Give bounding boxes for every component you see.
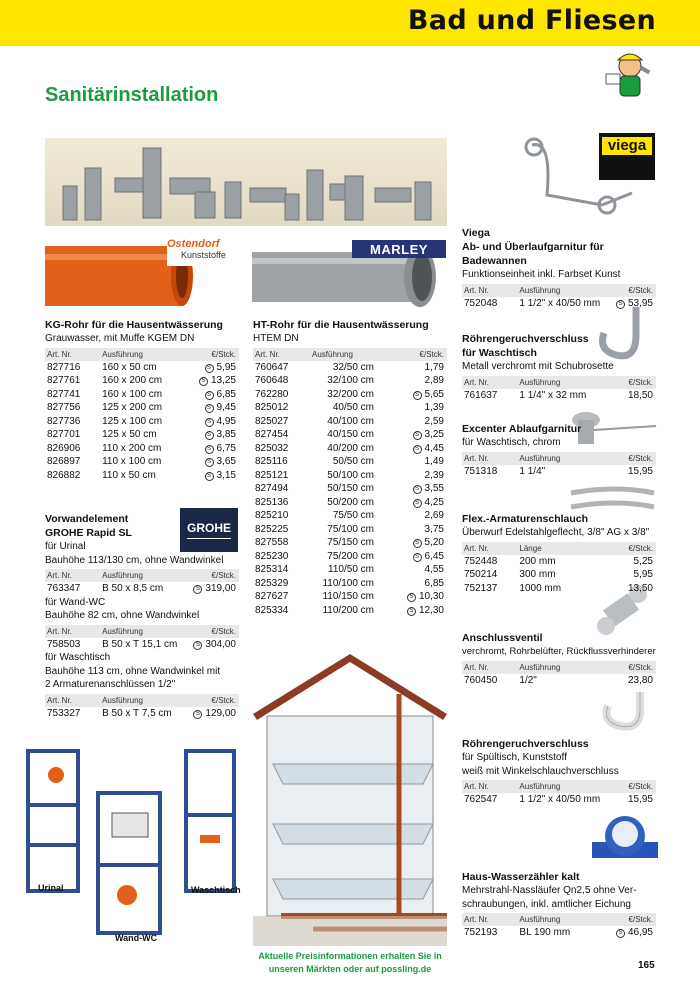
service-icon: S <box>205 431 214 440</box>
table-row: 825121 50/100 cm 2,39 <box>255 469 444 481</box>
table-row: 760450 1/2" 23,80 <box>464 674 653 686</box>
service-icon: S <box>616 929 625 938</box>
grohe-sub-1: für Urinal <box>45 541 86 552</box>
table-row: 825230 75/200 cm S 6,45 <box>255 550 444 562</box>
water-meter-image <box>590 808 660 872</box>
roehren2-table-header: Art. Nr. Ausführung €/Stck. <box>462 780 656 793</box>
ht-rohr-subtitle: HTEM DN <box>253 333 299 344</box>
table-row: 825116 50/50 cm 1,49 <box>255 456 444 467</box>
service-icon: S <box>616 300 625 309</box>
flex-hose-image <box>566 485 660 515</box>
service-icon: S <box>205 418 214 427</box>
zaehler-sub-1: Mehrstrahl-Nassläufer Qn2,5 ohne Ver- <box>462 885 637 896</box>
service-icon: S <box>413 445 422 454</box>
anschlussventil-block <box>462 631 656 687</box>
kg-rohr-table-header: Art. Nr. Ausführung €/Stck. <box>45 348 239 361</box>
grohe-logo-text: GROHE <box>187 521 231 539</box>
table-row: 827454 40/150 cm S 3,25 <box>255 429 444 440</box>
grohe-sub-3: für Wand-WC <box>45 596 106 608</box>
excenter-block <box>462 422 656 478</box>
viega-subtitle: Funktionseinheit inkl. Farbset Kunst <box>462 269 621 280</box>
grohe-rapid-block <box>45 512 239 720</box>
grohe-frames-image <box>22 745 244 945</box>
table-row: 761637 1 1/4" x 32 mm 18,50 <box>464 389 653 401</box>
table-row: 763347 B 50 x 8,5 cm S 319,00 <box>47 583 236 594</box>
table-row: 825329 110/100 cm 6,85 <box>255 577 444 589</box>
table-row: 762547 1 1/2" x 40/50 mm 15,95 <box>464 794 653 805</box>
wasserzaehler-block <box>462 870 656 940</box>
marley-logo: MARLEY <box>352 240 446 258</box>
service-icon: S <box>193 641 202 650</box>
ht-rohr-table-body <box>253 361 447 618</box>
table-row: 752137 1000 mm 13,50 <box>464 582 653 594</box>
table-row: 827701 125 x 50 cm S 3,85 <box>47 429 236 440</box>
table-row: 825334 110/200 cm S 12,30 <box>255 604 444 616</box>
flex-subtitle: Überwurf Edelstahlgeflecht, 3/8" AG x 3/8" <box>462 527 650 538</box>
grohe-sub-5: für Waschtisch <box>45 652 111 663</box>
roehren-waschtisch-block <box>462 332 656 402</box>
excenter-title: Excenter Ablaufgarnitur <box>462 423 582 435</box>
ht-rohr-table-header: Art. Nr. Ausführung €/Stck. <box>253 348 447 361</box>
viega-logo-text: viega <box>602 137 652 155</box>
kg-rohr-table-body <box>45 361 239 483</box>
grohe-table-header-3: Art. Nr. Ausführung €/Stck. <box>45 694 239 707</box>
service-icon: S <box>407 607 416 616</box>
table-row: 825136 50/200 cm S 4,25 <box>255 496 444 508</box>
roehren1-table-header: Art. Nr. Ausführung €/Stck. <box>462 376 656 389</box>
table-row: 827494 50/150 cm S 3,55 <box>255 483 444 494</box>
kg-rohr-subtitle: Grauwasser, mit Muffe KGEM DN <box>45 333 195 344</box>
table-row: 750214 300 mm 5,95 <box>464 569 653 580</box>
table-row: 827761 160 x 200 cm S 13,25 <box>47 375 236 386</box>
table-row: 825012 40/50 cm 1,39 <box>255 402 444 413</box>
ostendorf-logo-sub: Kunststoffe <box>181 250 226 260</box>
service-icon: S <box>413 431 422 440</box>
table-row: 760648 32/100 cm 2,89 <box>255 375 444 386</box>
flex-table-body <box>462 555 656 596</box>
service-icon: S <box>205 391 214 400</box>
roehren-spueltisch-block <box>462 737 656 807</box>
zaehler-title: Haus-Wasserzähler kalt <box>462 871 580 883</box>
table-row: 827756 125 x 200 cm S 9,45 <box>47 402 236 413</box>
table-row: 827716 160 x 50 cm S 5,95 <box>47 361 236 373</box>
excenter-table-header: Art. Nr. Ausführung €/Stck. <box>462 452 656 465</box>
service-icon: S <box>413 553 422 562</box>
table-row: 758503 B 50 x T 15,1 cm S 304,00 <box>47 638 236 650</box>
service-icon: S <box>199 377 208 386</box>
zaehler-table-header: Art. Nr. Ausführung €/Stck. <box>462 913 656 926</box>
ht-rohr-title: HT-Rohr für die Hausentwässerung <box>253 319 429 331</box>
service-icon: S <box>205 458 214 467</box>
service-icon: S <box>205 404 214 413</box>
pipe-fittings-image <box>45 138 447 226</box>
flex-table-header: Art. Nr. Länge €/Stck. <box>462 542 656 555</box>
table-row: 825314 110/50 cm 4,55 <box>255 564 444 575</box>
table-row: 826897 110 x 100 cm S 3,65 <box>47 456 236 467</box>
caption-urinal: Urinal <box>38 883 64 893</box>
grohe-sub-2: Bauhöhe 113/130 cm, ohne Wandwinkel <box>45 554 224 566</box>
roehren2-title: Röhrengeruchverschluss <box>462 738 589 750</box>
page-title: Bad und Fliesen <box>407 5 656 36</box>
service-icon: S <box>413 391 422 400</box>
table-row: 753327 B 50 x T 7,5 cm S 129,00 <box>47 707 236 719</box>
footer-note <box>252 950 448 976</box>
zaehler-sub-2: schraubungen, inkl. amtlicher Eichung <box>462 898 631 910</box>
table-row: 760647 32/50 cm 1,79 <box>255 361 444 373</box>
page-number: 165 <box>638 960 655 971</box>
service-icon: S <box>205 445 214 454</box>
ostendorf-logo <box>167 238 249 266</box>
service-icon: S <box>413 485 422 494</box>
anschluss-table-header: Art. Nr. Ausführung €/Stck. <box>462 661 656 674</box>
viega-title: Ab- und Überlaufgarnitur für Badewannen <box>462 241 604 267</box>
table-row: 825225 75/100 cm 3,75 <box>255 523 444 535</box>
footer-note-line-1: Aktuelle Preisinformationen erhalten Sie in <box>258 951 442 961</box>
kg-rohr-block <box>45 318 239 482</box>
grohe-table-header-1: Art. Nr. Ausführung €/Stck. <box>45 569 239 582</box>
caption-wand-wc: Wand-WC <box>115 933 158 943</box>
roehren1-title-2: für Waschtisch <box>462 347 537 359</box>
kg-rohr-title: KG-Rohr für die Hausentwässerung <box>45 319 223 331</box>
service-icon: S <box>413 539 422 548</box>
table-row: 826882 110 x 50 cm S 3,15 <box>47 469 236 481</box>
viega-table-header: Art. Nr. Ausführung €/Stck. <box>462 284 656 297</box>
table-row: 827558 75/150 cm S 5,20 <box>255 537 444 548</box>
table-row: 827736 125 x 100 cm S 4,95 <box>47 415 236 427</box>
anschluss-title: Anschlussventil <box>462 632 543 644</box>
service-icon: S <box>193 710 202 719</box>
service-icon: S <box>205 364 214 373</box>
service-icon: S <box>413 499 422 508</box>
viega-brand: Viega <box>462 227 490 239</box>
service-icon: S <box>193 585 202 594</box>
table-row: 825210 75/50 cm 2,69 <box>255 510 444 521</box>
table-row: 762280 32/200 cm S 5,65 <box>255 388 444 400</box>
table-row: 751318 1 1/4" 15,95 <box>464 465 653 477</box>
table-row: 827627 110/150 cm S 10,30 <box>255 591 444 602</box>
flex-title: Flex.-Armaturenschlauch <box>462 513 589 525</box>
roehren2-sub-2: weiß mit Winkelschlauchverschluss <box>462 765 619 777</box>
grohe-sub-6: Bauhöhe 113 cm, ohne Wandwinkel mit <box>45 665 221 677</box>
section-title: Sanitärinstallation <box>45 84 219 106</box>
table-row: 826906 110 x 200 cm S 6,75 <box>47 442 236 454</box>
table-row: 752048 1 1/2" x 40/50 mm S 53,95 <box>464 297 653 309</box>
ostendorf-logo-text: Ostendorf <box>167 238 220 250</box>
viega-block <box>462 226 656 310</box>
roehren1-subtitle: Metall verchromt mit Schubrosette <box>462 361 614 372</box>
grohe-table-header-2: Art. Nr. Ausführung €/Stck. <box>45 625 239 638</box>
grohe-sub-7: 2 Armaturenanschlüssen 1/2" <box>45 679 176 690</box>
service-icon: S <box>407 593 416 602</box>
footer-note-line-2: unseren Märkten oder auf possling.de <box>268 964 432 974</box>
service-icon: S <box>205 472 214 481</box>
table-row: 825032 40/200 cm S 4,45 <box>255 442 444 454</box>
grohe-title-1: Vorwandelement <box>45 513 129 525</box>
table-row: 825027 40/100 cm 2,59 <box>255 415 444 427</box>
table-row: 752193 BL 190 mm S 46,95 <box>464 927 653 938</box>
flex-hose-block <box>462 512 656 595</box>
anschluss-subtitle: verchromt, Rohrbelüfter, Rückflussverhinderer <box>462 646 656 657</box>
house-drainage-illustration <box>253 654 447 946</box>
caption-waschtisch: Waschtisch <box>191 885 241 895</box>
roehren1-title-1: Röhrengeruchverschluss <box>462 333 589 345</box>
roehren2-sub-1: für Spültisch, Kunststoff <box>462 752 567 763</box>
mascot-icon <box>600 46 660 102</box>
excenter-subtitle: für Waschtisch, chrom <box>462 437 561 448</box>
bath-drain-set-image <box>512 135 662 223</box>
grohe-sub-4: Bauhöhe 82 cm, ohne Wandwinkel <box>45 610 200 621</box>
plastic-siphon-image <box>600 690 660 734</box>
grohe-title-2: GROHE Rapid SL <box>45 527 132 539</box>
ht-rohr-block <box>253 318 447 617</box>
table-row: 752448 200 mm 5,25 <box>464 555 653 567</box>
table-row: 827741 160 x 100 cm S 6,85 <box>47 388 236 400</box>
